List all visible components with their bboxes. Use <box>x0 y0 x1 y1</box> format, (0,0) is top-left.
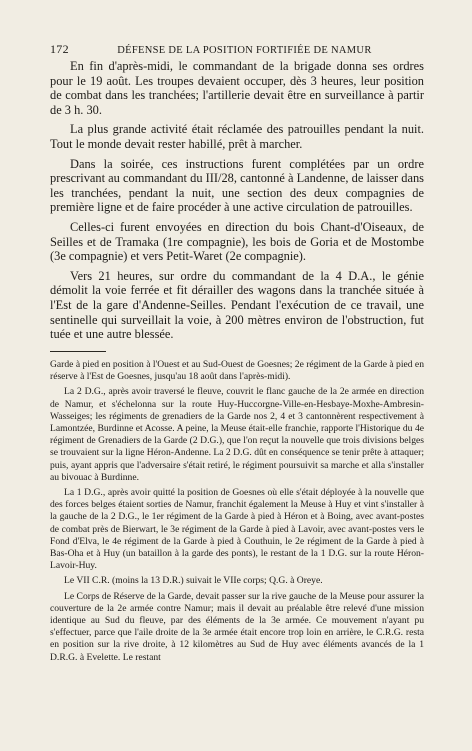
footnote: Le VII C.R. (moins la 13 D.R.) suivait le VIIe corps; Q.G. à Oreye. <box>64 575 323 587</box>
footnote: La 2 D.G., après avoir traversé le fleuve, couvrit le flanc gauche de la 2e armée en direction de Namur, et s'échelonna sur la route Huy-Huccorgne-Ville-en-Hesbaye-Moxhe-Ambresin-Wasseiges; les régiments de grenadiers de la Garde nos 2, 4 et 3 cantonnèrent respectivement à Lamontzée, Burdinne et Acosse. A peine, la Meuse était-elle franchie, rapporte l'Historique du 4e régiment de Grenadiers de la Garde (2 D.G.), que l'on reçut la nouvelle que trois divisions belges se trouvaient sur la ligne Héron-Andenne. La 2 D.G. dût en conséquence se tenir prête à attaquer; puis, ayant appris que l'adversaire s'était retiré, le régiment poursuivit sa marche et alla s'installer au bivouac à Burdinne. <box>50 386 424 483</box>
footnote: Garde à pied en position à l'Ouest et au Sud-Ouest de Goesnes; 2e régiment de la Garde à pied en réserve à l'Est de Goesnes, jusqu'au 18 août dans l'après-midi). <box>50 359 424 383</box>
paragraph: Dans la soirée, ces instructions furent complétées par un ordre prescrivant au commandant du III/28, cantonné à Landenne, de laisser dans les tranchées, pendant la nuit, une section des deux compagnies de première ligne et de faire procéder à une active circulation de patrouilles. <box>50 156 424 215</box>
footnote: Le Corps de Réserve de la Garde, devait passer sur la rive gauche de la Meuse pour assurer la couverture de la 2e armée contre Namur; mais il devait au préalable être relevé d'une mission identique au Sud du fleuve, par des éléments de la 3e armée. Ce mouvement n'ayant pu s'effectuer, parce que l'aile droite de la 3e armée était encore trop loin en arrière, le C.R.G. resta en position sur la rive droite, à 12 kilomètres au Sud de Huy avec éléments avancés de la 1 D.R.G. à Evelette. Le restant <box>50 590 424 663</box>
footnote-divider <box>50 351 106 352</box>
footnote: La 1 D.G., après avoir quitté la position de Goesnes où elle s'était déployée à la nouvelle que des forces belges étaient sorties de Namur, franchit également la Meuse à Huy et vint s'installer à la gauche de la 2 D.G., le 1er régiment de la Garde à pied à Héron et à Boing, avec avant-postes de combat près de Bierwart, le 3e régiment de la Garde à pied à Lavoir, avec avant-postes vers le Fond d'Elva, le 4e régiment de la Garde à pied à Couthuin, le 2e régiment de la Garde à pied à Bas-Oha et à Huy (un bataillon à la garde des ponts), le restant de la 1 D.G. sur la route Héron-Lavoir-Huy. <box>50 487 424 572</box>
page-number: 172 <box>50 42 69 56</box>
running-title: DÉFENSE DE LA POSITION FORTIFIÉE DE NAMUR <box>117 45 372 56</box>
paragraph: Celles-ci furent envoyées en direction du bois Chant-d'Oiseaux, de Seilles et de Tramaka (1re compagnie), les bois de Goria et de Mostombe (3e compagnie) et vers Petit-Waret (2e compagnie). <box>50 219 424 264</box>
paragraph: La plus grande activité était réclamée des patrouilles pendant la nuit. Tout le monde devait rester habillé, prêt à marcher. <box>50 122 424 151</box>
running-header <box>50 42 424 57</box>
paragraph: En fin d'après-midi, le commandant de la brigade donna ses ordres pour le 19 août. Les troupes devaient occuper, dès 3 heures, leur position de combat dans les tranchées; l'artillerie devait être en surveillance à partir de 3 h. 30. <box>50 59 424 117</box>
paragraph: Vers 21 heures, sur ordre du commandant de la 4 D.A., le génie démolit la voie ferrée et fit dérailler des wagons dans la tranchée située à l'Est de la gare d'Andenne-Seilles. Pendant l'exécution de ce travail, une sentinelle qui surveillait la voie, à 200 mètres environ de l'obstruction, fut tuée et une autre blessée. <box>50 268 424 342</box>
main-text <box>50 59 424 347</box>
footnotes <box>50 359 424 667</box>
